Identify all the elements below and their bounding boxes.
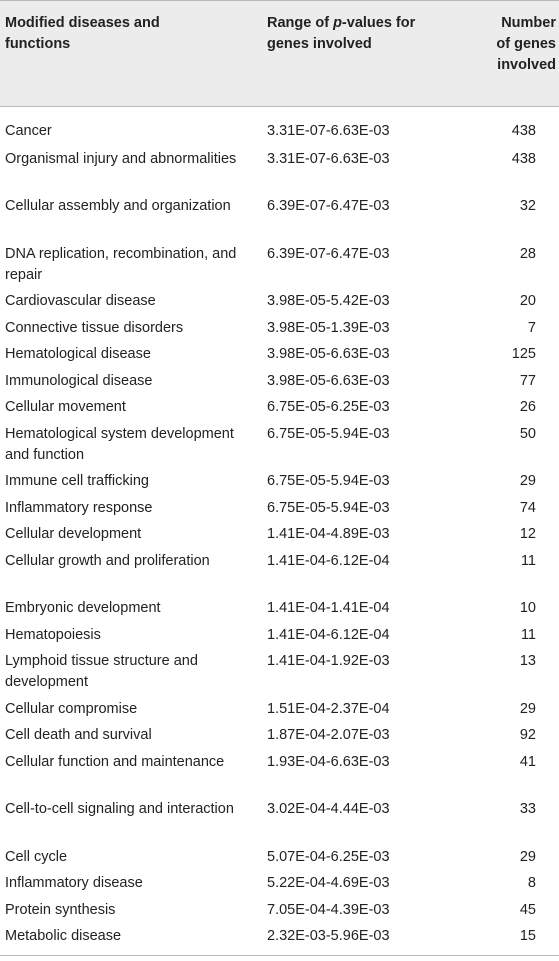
row-name-cell: Cancer [5, 123, 52, 139]
row-range-cell: 7.05E-04-4.39E-03 [267, 901, 390, 918]
table-body [0, 107, 559, 956]
row-name-cell: Immune cell trafficking [5, 473, 149, 489]
row-range-cell: 1.41E-04-1.92E-03 [267, 653, 390, 669]
row-range-cell: 1.51E-04-2.37E-04 [267, 700, 390, 717]
header-row [0, 1, 559, 107]
header-pvalue-range [262, 1, 466, 107]
row-name-cell: Hematopoiesis [5, 626, 101, 643]
row-range-cell: 6.39E-07-6.47E-03 [267, 245, 390, 262]
row-name-cell: Lymphoid tissue structure and development [5, 653, 198, 690]
row-range-cell: 6.75E-05-6.25E-03 [267, 399, 390, 415]
row-range-cell: 3.31E-07-6.63E-03 [267, 150, 390, 167]
row-name-cell: Cellular movement [5, 399, 126, 415]
table-row [0, 795, 559, 843]
row-name-cell: Metabolic disease [5, 928, 122, 944]
table-row [0, 547, 559, 595]
row-range-cell: 5.22E-04-4.69E-03 [267, 875, 390, 891]
table-row [0, 192, 559, 240]
row-genes-cell: 74 [519, 499, 536, 516]
row-range-cell: 5.07E-04-6.25E-03 [267, 848, 390, 865]
table-row [0, 843, 559, 870]
row-genes-cell: 33 [519, 801, 536, 817]
row-genes-cell: 28 [519, 245, 536, 262]
row-name-cell: Inflammatory disease [5, 875, 143, 891]
row-name-cell: Cell death and survival [5, 727, 152, 743]
header-col2-pre: Range of [267, 15, 334, 31]
row-range-cell: 3.98E-05-1.39E-03 [267, 319, 390, 336]
row-range-cell: 3.31E-07-6.63E-03 [267, 123, 390, 139]
row-name-cell: Protein synthesis [5, 901, 116, 918]
row-range-cell: 3.98E-05-6.63E-03 [267, 372, 390, 389]
table-row [0, 420, 559, 468]
table-row [0, 748, 559, 796]
row-genes-cell: 125 [511, 346, 536, 362]
table-row [0, 367, 559, 394]
row-range-cell: 3.98E-05-6.63E-03 [267, 346, 390, 362]
row-genes-cell: 29 [519, 700, 536, 717]
table-row [0, 393, 559, 420]
header-diseases-functions [0, 1, 262, 107]
table-row [0, 467, 559, 494]
table-row [0, 721, 559, 748]
table-row [0, 145, 559, 193]
row-name-cell: Cellular development [5, 526, 142, 542]
table-row [0, 107, 559, 145]
row-genes-cell: 438 [511, 123, 536, 139]
row-range-cell: 6.75E-05-5.94E-03 [267, 425, 390, 442]
row-name-cell: Hematological system development and function [5, 425, 234, 463]
row-range-cell: 1.41E-04-4.89E-03 [267, 526, 390, 542]
row-range-cell: 1.87E-04-2.07E-03 [267, 727, 390, 743]
row-genes-cell: 20 [519, 293, 536, 309]
table-row [0, 287, 559, 314]
row-range-cell: 6.75E-05-5.94E-03 [267, 473, 390, 489]
row-range-cell: 2.32E-03-5.96E-03 [267, 928, 390, 944]
row-genes-cell: 77 [519, 372, 536, 389]
row-genes-cell: 15 [519, 928, 536, 944]
row-name-cell: DNA replication, recombination, and repair [5, 245, 237, 283]
row-genes-cell: 11 [520, 626, 536, 643]
row-range-cell: 1.93E-04-6.63E-03 [267, 753, 390, 770]
row-genes-cell: 11 [520, 552, 536, 569]
row-name-cell: Immunological disease [5, 372, 153, 389]
row-genes-cell: 10 [519, 600, 536, 616]
table-row [0, 494, 559, 521]
row-name-cell: Cell cycle [5, 848, 68, 865]
header-col2-post: -values for genes involved [267, 15, 416, 52]
row-genes-cell: 41 [519, 753, 536, 770]
row-genes-cell: 29 [519, 848, 536, 865]
row-range-cell: 6.75E-05-5.94E-03 [267, 499, 390, 516]
row-name-cell: Cellular growth and proliferation [5, 552, 210, 569]
row-genes-cell: 7 [527, 319, 536, 336]
row-name-cell: Inflammatory response [5, 499, 153, 516]
row-name-cell: Cardiovascular disease [5, 293, 156, 309]
row-genes-cell: 45 [519, 901, 536, 918]
row-genes-cell: 32 [519, 198, 536, 214]
row-genes-cell: 26 [519, 399, 536, 415]
row-genes-cell: 8 [527, 875, 536, 891]
row-genes-cell: 12 [519, 526, 536, 542]
row-name-cell: Cellular function and maintenance [5, 753, 225, 770]
header-col1-text: Modified diseases and functions [5, 15, 160, 52]
table-row [0, 340, 559, 367]
row-range-cell: 1.41E-04-6.12E-04 [267, 552, 390, 569]
table-row [0, 647, 559, 695]
table-row [0, 520, 559, 547]
row-range-cell: 1.41E-04-6.12E-04 [267, 626, 390, 643]
row-genes-cell: 92 [519, 727, 536, 743]
table-row [0, 314, 559, 341]
row-genes-cell: 29 [519, 473, 536, 489]
table-row [0, 869, 559, 896]
header-number-genes [466, 1, 559, 107]
header-col2-text [267, 13, 447, 55]
row-name-cell: Cellular assembly and organization [5, 198, 231, 214]
row-name-cell: Organismal injury and abnormalities [5, 150, 237, 167]
table-row [0, 240, 559, 288]
table-header [0, 1, 559, 107]
row-range-cell: 1.41E-04-1.41E-04 [267, 600, 390, 616]
table-row [0, 621, 559, 648]
row-name-cell: Cellular compromise [5, 700, 138, 717]
row-range-cell: 3.02E-04-4.44E-03 [267, 801, 390, 817]
row-genes-cell: 50 [519, 425, 536, 442]
header-col3-text: Number of genes involved [496, 15, 556, 73]
row-genes-cell: 13 [519, 653, 536, 669]
row-name-cell: Connective tissue disorders [5, 319, 184, 336]
row-range-cell: 6.39E-07-6.47E-03 [267, 198, 390, 214]
table-row [0, 594, 559, 621]
row-name-cell: Cell-to-cell signaling and interaction [5, 801, 234, 817]
row-genes-cell: 438 [511, 150, 536, 167]
table-row [0, 695, 559, 722]
table-row [0, 922, 559, 956]
table-row [0, 896, 559, 923]
row-range-cell: 3.98E-05-5.42E-03 [267, 293, 390, 309]
row-name-cell: Hematological disease [5, 346, 151, 362]
row-name-cell: Embryonic development [5, 600, 161, 616]
header-col2-italic: p [333, 15, 342, 31]
